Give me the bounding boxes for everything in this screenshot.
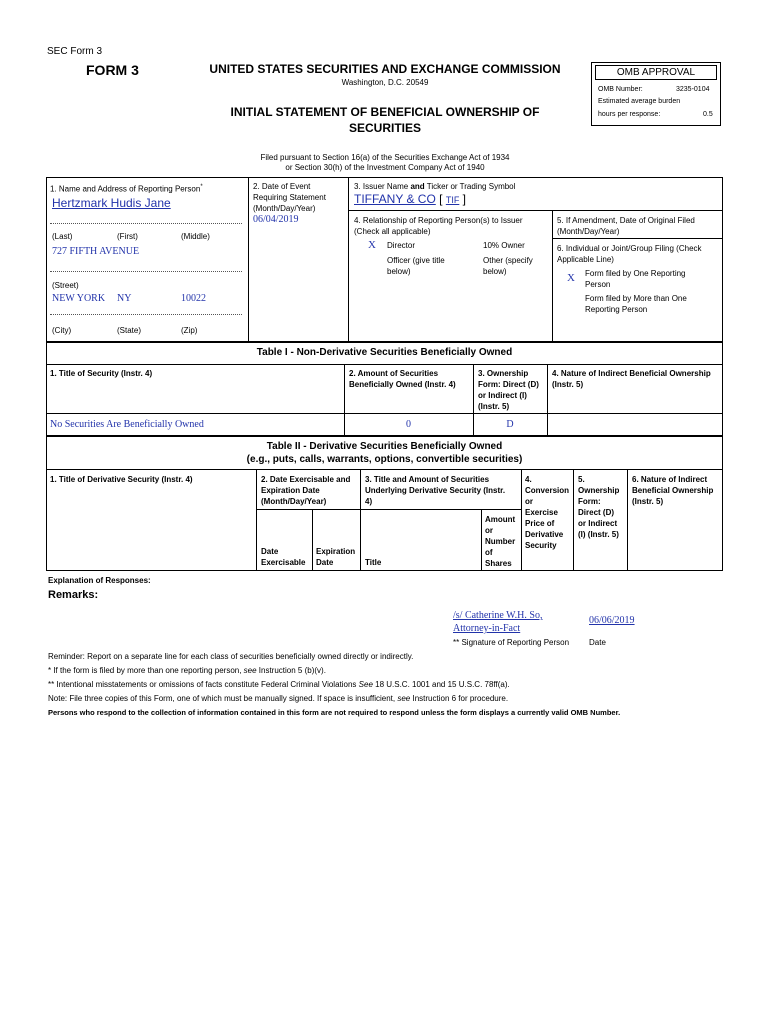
box3-label-post: Ticker or Trading Symbol <box>424 182 516 191</box>
street-label: (Street) <box>52 281 79 290</box>
first-label: (First) <box>117 232 138 241</box>
table2-col4-line: Conversion <box>525 486 570 495</box>
signature-date-link[interactable]: 06/06/2019 <box>589 615 635 626</box>
box1-label <box>50 182 203 195</box>
table2-col6-line: Beneficial Ownership <box>632 486 714 495</box>
one-person-mark: X <box>567 272 575 284</box>
table2-title-line2: (e.g., puts, calls, warrants, options, convertible securities) <box>246 454 523 465</box>
one-person-label <box>585 268 686 290</box>
table2-title-line1: Table II - Derivative Securities Beneficially Owned <box>266 441 503 452</box>
table2-col3-line2: Underlying Derivative Security (Instr. <box>365 486 506 495</box>
table1-col2-line1: 2. Amount of Securities <box>349 369 439 378</box>
box2-label <box>253 181 326 214</box>
signature-line2[interactable]: Attorney-in-Fact <box>453 623 521 634</box>
box1-asterisk: * <box>200 184 203 190</box>
note-misstatements <box>48 679 510 690</box>
table2-col2-line1: 2. Date Exercisable and <box>261 475 351 484</box>
date-label: Date <box>589 638 606 647</box>
omb-title: OMB APPROVAL <box>595 65 717 80</box>
table2-sub-amount-line: Amount <box>485 515 516 524</box>
note3-pre: Note: File three copies of this Form, one of which must be manually signed. If space is insufficient, <box>48 694 398 703</box>
omb-number-value: 3235-0104 <box>676 86 710 93</box>
table1-row-form: D <box>506 419 514 430</box>
box6-label-line2: Applicable Line) <box>557 255 614 264</box>
table2-sub-amount-line: or <box>485 526 493 535</box>
table2-col5-line: Direct (D) <box>578 508 615 517</box>
event-date: 06/04/2019 <box>253 214 299 225</box>
table1-col2-header <box>349 368 456 390</box>
zip-label: (Zip) <box>181 326 198 335</box>
box4-label-line2: (Check all applicable) <box>354 227 431 236</box>
table2-sub-exercisable <box>261 546 305 568</box>
agency-name: UNITED STATES SECURITIES AND EXCHANGE COMMISSION <box>209 62 561 76</box>
table2-sub-amount-line: Shares <box>485 559 512 568</box>
explanation-heading: Explanation of Responses: <box>48 576 151 585</box>
table2-col4-line: Exercise <box>525 508 558 517</box>
table1-col1-header: 1. Title of Security (Instr. 4) <box>50 369 153 378</box>
note2-post: 18 U.S.C. 1001 and 15 U.S.C. 78ff(a). <box>372 680 510 689</box>
note1-see: see <box>243 666 257 675</box>
middle-label: (Middle) <box>181 232 210 241</box>
table2-col5-line: Form: <box>578 497 601 506</box>
table1-col3-header <box>478 368 539 412</box>
table1-col4-line1: 4. Nature of Indirect Beneficial Ownership <box>552 369 711 378</box>
omb-number-label: OMB Number: <box>598 86 643 93</box>
ticker-bracket-close: ] <box>462 192 467 206</box>
table1-title: Table I - Non-Derivative Securities Beneficially Owned <box>256 347 513 358</box>
table1-col3-line3: or Indirect (I) <box>478 391 527 400</box>
reporting-person-link[interactable]: Hertzmark Hudis Jane <box>52 196 171 210</box>
box6-label <box>557 243 702 265</box>
form-number: FORM 3 <box>86 62 139 78</box>
table1-row-title: No Securities Are Beneficially Owned <box>50 419 204 430</box>
city-value: NEW YORK <box>52 293 106 304</box>
box2-label-line3: (Month/Day/Year) <box>253 204 316 213</box>
table2-col4-line: Price of <box>525 519 555 528</box>
table2-col3-line3: 4) <box>365 497 373 506</box>
table2-col1-header: 1. Title of Derivative Security (Instr. 4) <box>50 475 193 484</box>
omb-hours-label: hours per response: <box>598 111 661 118</box>
table2-sub-expiration <box>316 546 355 568</box>
note-multiple-persons <box>48 665 326 676</box>
table1-col3-line1: 3. Ownership <box>478 369 529 378</box>
box3-label-and: and <box>410 182 425 191</box>
box5-label-line1: 5. If Amendment, Date of Original Filed <box>557 216 695 225</box>
table2-col3-header <box>365 474 505 507</box>
table1-col4-line2: (Instr. 5) <box>552 380 584 389</box>
sec-form-label: SEC Form 3 <box>47 46 103 57</box>
box5-label-line2: (Month/Day/Year) <box>557 227 620 236</box>
city-label: (City) <box>52 326 72 335</box>
table2-sub-expiration-line: Date <box>316 558 334 567</box>
box6-label-line1: 6. Individual or Joint/Group Filing (Check <box>557 244 702 253</box>
table2-col4-line: or <box>525 497 533 506</box>
note1-pre: * If the form is filed by more than one reporting person, <box>48 666 244 675</box>
table2-sub-exercisable-line: Exercisable <box>261 558 306 567</box>
table2-col4-line: Security <box>525 541 557 550</box>
form-title-line2: SECURITIES <box>348 121 421 135</box>
table2-col5-line: or Indirect <box>578 519 618 528</box>
box2-label-line2: Requiring Statement <box>253 193 326 202</box>
box5-label <box>557 215 695 237</box>
more-person-line1: Form filed by More than One <box>585 294 687 303</box>
table2-sub-amount <box>485 514 515 569</box>
issuer-row <box>354 192 466 206</box>
street-value: 727 FIFTH AVENUE <box>52 246 140 257</box>
signature-block <box>453 609 542 635</box>
table2-sub-exercisable-line: Date <box>261 547 279 556</box>
table2-col4-header <box>525 474 569 551</box>
director-label: Director <box>387 241 416 250</box>
other-label <box>483 255 533 277</box>
omb-hours-value: 0.5 <box>703 111 713 118</box>
filed-pursuant <box>195 153 575 173</box>
signature-label: ** Signature of Reporting Person <box>453 638 570 647</box>
table2-col6-line: (Instr. 5) <box>632 497 664 506</box>
more-person-label <box>585 293 687 315</box>
zip-value: 10022 <box>181 293 206 304</box>
reminder-note: Reminder: Report on a separate line for each class of securities beneficially owned directly or indirectly. <box>48 652 414 661</box>
omb-burden-label: Estimated average burden <box>598 98 681 105</box>
table2-title <box>46 440 723 466</box>
table2-col3-line1: 3. Title and Amount of Securities <box>365 475 490 484</box>
table2-col5-line: Ownership <box>578 486 620 495</box>
table2-sub-title: Title <box>365 558 382 567</box>
note1-post: Instruction 5 (b)(v). <box>256 666 326 675</box>
form-title <box>195 104 575 136</box>
box3-label-pre: 3. Issuer Name <box>354 182 411 191</box>
table2-col2-line3: (Month/Day/Year) <box>261 497 327 506</box>
note2-pre: ** Intentional misstatements or omissions of facts constitute Federal Criminal Violations <box>48 680 359 689</box>
note3-post: Instruction 6 for procedure. <box>410 694 509 703</box>
other-label-line2: below) <box>483 267 507 276</box>
table2-col4-line: Derivative <box>525 530 564 539</box>
table2-col6-header <box>632 474 713 507</box>
last-label: (Last) <box>52 232 73 241</box>
reporting-person-name[interactable] <box>52 196 171 210</box>
state-value: NY <box>117 293 132 304</box>
ten-percent-owner-label: 10% Owner <box>483 241 525 250</box>
officer-label-line2: below) <box>387 267 411 276</box>
signature-date <box>589 615 635 626</box>
director-mark: X <box>368 239 376 251</box>
officer-label <box>387 255 445 277</box>
box1-label-text: 1. Name and Address of Reporting Person <box>50 184 201 194</box>
remarks-heading: Remarks: <box>48 589 99 601</box>
agency-location: Washington, D.C. 20549 <box>341 78 429 87</box>
table1-row-amount: 0 <box>406 419 411 430</box>
table2-col4-line: 4. <box>525 475 532 484</box>
table2-sub-amount-line: Number <box>485 537 516 546</box>
more-person-line2: Reporting Person <box>585 305 648 314</box>
table1-col2-line2: Beneficially Owned (Instr. 4) <box>349 380 456 389</box>
issuer-name-link[interactable]: TIFFANY & CO <box>354 192 436 206</box>
box4-label <box>354 215 523 237</box>
box3-label <box>354 181 515 192</box>
omb-persons-notice: Persons who respond to the collection of information contained in this form are not required to respond unless the form displays a currently valid OMB Number. <box>48 708 621 717</box>
other-label-line1: Other (specify <box>483 256 533 265</box>
table2-col2-header <box>261 474 350 507</box>
one-person-line1: Form filed by One Reporting <box>585 269 686 278</box>
table1-col3-line2: Form: Direct (D) <box>478 380 539 389</box>
table2-col6-line: 6. Nature of Indirect <box>632 475 708 484</box>
table2-sub-expiration-line: Expiration <box>316 547 356 556</box>
filed-line1: Filed pursuant to Section 16(a) of the Securities Exchange Act of 1934 <box>260 153 510 162</box>
table1-col3-line4: (Instr. 5) <box>478 402 510 411</box>
officer-label-line1: Officer (give title <box>387 256 445 265</box>
ticker-link[interactable]: TIF <box>445 195 460 205</box>
table2-col5-header <box>578 474 619 540</box>
signature-line1[interactable]: /s/ Catherine W.H. So, <box>453 610 543 621</box>
state-label: (State) <box>117 326 142 335</box>
table2-sub-amount-line: of <box>485 548 493 557</box>
table1-col4-header <box>552 368 711 390</box>
note3-see: see <box>397 694 411 703</box>
table2-col5-line: 5. <box>578 475 585 484</box>
filed-line2: or Section 30(h) of the Investment Company Act of 1940 <box>285 163 485 172</box>
box2-label-line1: 2. Date of Event <box>253 182 311 191</box>
ticker-bracket-open: [ <box>439 192 443 206</box>
note-file-copies <box>48 693 508 704</box>
table2-col5-line: (I) (Instr. 5) <box>578 530 619 539</box>
form-title-line1: INITIAL STATEMENT OF BENEFICIAL OWNERSHIP OF <box>230 105 540 119</box>
one-person-line2: Person <box>585 280 611 289</box>
box4-label-line1: 4. Relationship of Reporting Person(s) to Issuer <box>354 216 523 225</box>
note2-see: See <box>358 680 373 689</box>
table2-col2-line2: Expiration Date <box>261 486 320 495</box>
